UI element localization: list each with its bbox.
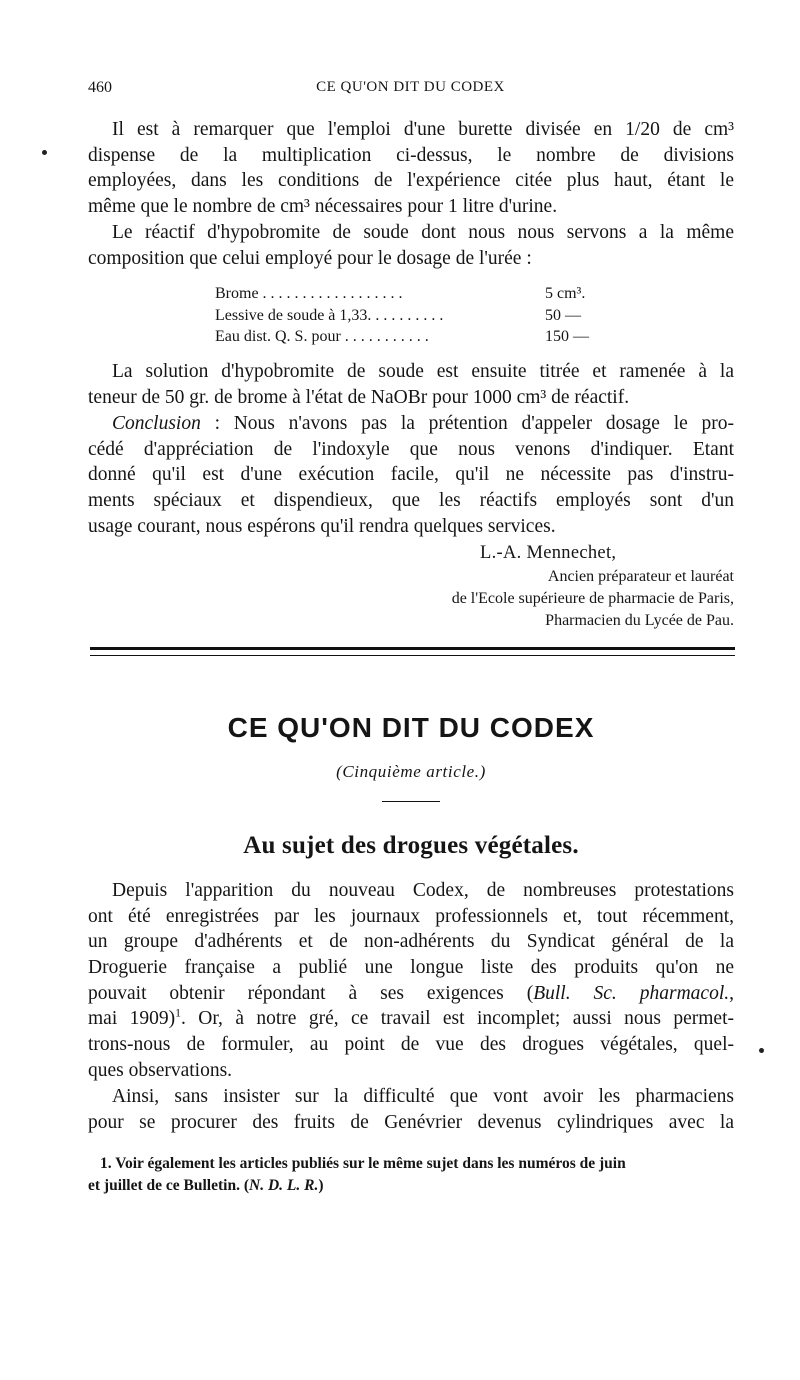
recipe-ingredient: Brome . . . . . . . . . . . . . . . . . . <box>215 285 403 302</box>
citation: Bull. Sc. pharmacol. <box>533 982 730 1004</box>
margin-mark <box>759 1048 764 1053</box>
section-divider <box>90 655 735 656</box>
section-divider <box>90 647 735 650</box>
text-line: teneur de 50 gr. de brome à l'état de NaOBr pour 1000 cm³ de réactif. <box>88 386 630 408</box>
text-span: . Or, à notre gré, ce travail est incomplet; aussi nous permet- <box>180 1008 734 1030</box>
recipe-row <box>215 326 615 348</box>
article-title: CE QU'ON DIT DU CODEX <box>227 712 595 743</box>
footnote-text: Voir également les articles publiés sur le même sujet dans les numéros de juin <box>111 1155 626 1172</box>
page-number: 460 <box>88 79 112 96</box>
text-line: pour se procurer des fruits de Genévrier devenus cylindriques avec la <box>88 1111 734 1133</box>
author-name: L.-A. Mennechet, <box>480 543 617 563</box>
recipe-quantity: 5 cm³. <box>545 285 586 302</box>
text-line: ments spéciaux et dispendieux, que les réactifs employés sont d'un <box>88 490 734 512</box>
paragraph-genevrier <box>88 1084 734 1135</box>
text-line: employées, dans les conditions de l'expérience citée plus haut, étant le <box>88 170 734 192</box>
recipe-quantity: 50 — <box>545 306 581 324</box>
text-line: donné qu'il est d'une exécution facile, qu'il ne nécessite pas d'instru- <box>88 464 734 486</box>
paragraph-burette <box>88 117 734 220</box>
paragraph-solution <box>88 359 734 410</box>
margin-mark <box>42 150 47 155</box>
text-line: composition que celui employé pour le dosage de l'urée : <box>88 247 532 269</box>
text-line <box>88 1006 734 1032</box>
section-heading: Au sujet des drogues végétales. <box>243 832 579 859</box>
author-title: de l'Ecole supérieure de pharmacie de Paris, <box>451 590 734 607</box>
footnote-marker[interactable]: 1 <box>175 1006 181 1020</box>
text-line: un groupe d'adhérents et de non-adhérents du Syndicat général de la <box>88 931 734 953</box>
text-line: Depuis l'apparition du nouveau Codex, de nombreuses protestations <box>112 880 734 901</box>
paragraph-conclusion <box>88 411 734 539</box>
page-header <box>88 79 733 101</box>
paragraph-reagent <box>88 220 734 271</box>
author-signature <box>380 540 734 632</box>
text-line: Ainsi, sans insister sur la difficulté que vont avoir les pharmaciens <box>112 1086 734 1107</box>
text-line: même que le nombre de cm³ nécessaires pour 1 litre d'urine. <box>88 196 558 218</box>
text-line: usage courant, nous espérons qu'il rendra quelques services. <box>88 515 556 537</box>
text-line <box>88 411 734 437</box>
text-line <box>88 981 734 1007</box>
recipe-ingredient: Eau dist. Q. S. pour . . . . . . . . . . . <box>215 328 429 345</box>
text-line: La solution d'hypobromite de soude est ensuite titrée et ramenée à la <box>112 361 734 382</box>
text-line: dispense de la multiplication ci-dessus, le nombre de divisions <box>88 144 734 166</box>
text-span: , <box>729 982 734 1004</box>
title-rule <box>382 801 440 802</box>
text-line: cédé d'appréciation de l'indoxyle que nous venons d'indiquer. Etant <box>88 438 734 460</box>
text-line: ont été enregistrées par les journaux professionnels et, tout récemment, <box>88 905 734 927</box>
text-line: trons-nous de formuler, au point de vue des drogues végétales, quel- <box>88 1034 734 1056</box>
paragraph-codex <box>88 878 734 1084</box>
text-line: ques observations. <box>88 1059 233 1081</box>
conclusion-label: Conclusion <box>112 413 201 434</box>
article-subtitle: (Cinquième article.) <box>336 762 486 781</box>
text-line: Il est à remarquer que l'emploi d'une burette divisée en 1/20 de cm³ <box>112 119 734 140</box>
recipe-row <box>215 283 615 305</box>
footnote-text: ) <box>318 1177 324 1194</box>
footnote-number: 1. <box>100 1155 112 1172</box>
footnote-line <box>88 1175 734 1197</box>
running-title: CE QU'ON DIT DU CODEX <box>316 79 505 95</box>
text-span: mai 1909) <box>88 1008 176 1030</box>
footnote-line <box>88 1153 734 1175</box>
footnote-text: et juillet de ce Bulletin. ( <box>88 1177 249 1194</box>
conclusion-text: : Nous n'avons pas la prétention d'appeler dosage le pro- <box>200 413 734 434</box>
footnote-italic: N. D. L. R. <box>249 1177 319 1194</box>
author-title: Ancien préparateur et lauréat <box>547 568 734 585</box>
recipe-ingredient: Lessive de soude à 1,33. . . . . . . . . . <box>215 306 444 324</box>
recipe-quantity: 150 — <box>545 328 589 345</box>
footnote <box>88 1153 734 1197</box>
text-span: pouvait obtenir répondant à ses exigences ( <box>88 982 534 1004</box>
recipe-row <box>215 305 615 327</box>
text-line: Droguerie française a publié une longue liste des produits qu'on ne <box>88 957 734 979</box>
author-title: Pharmacien du Lycée de Pau. <box>545 612 734 629</box>
reagent-recipe <box>215 283 615 348</box>
text-line: Le réactif d'hypobromite de soude dont nous nous servons a la même <box>112 222 734 243</box>
